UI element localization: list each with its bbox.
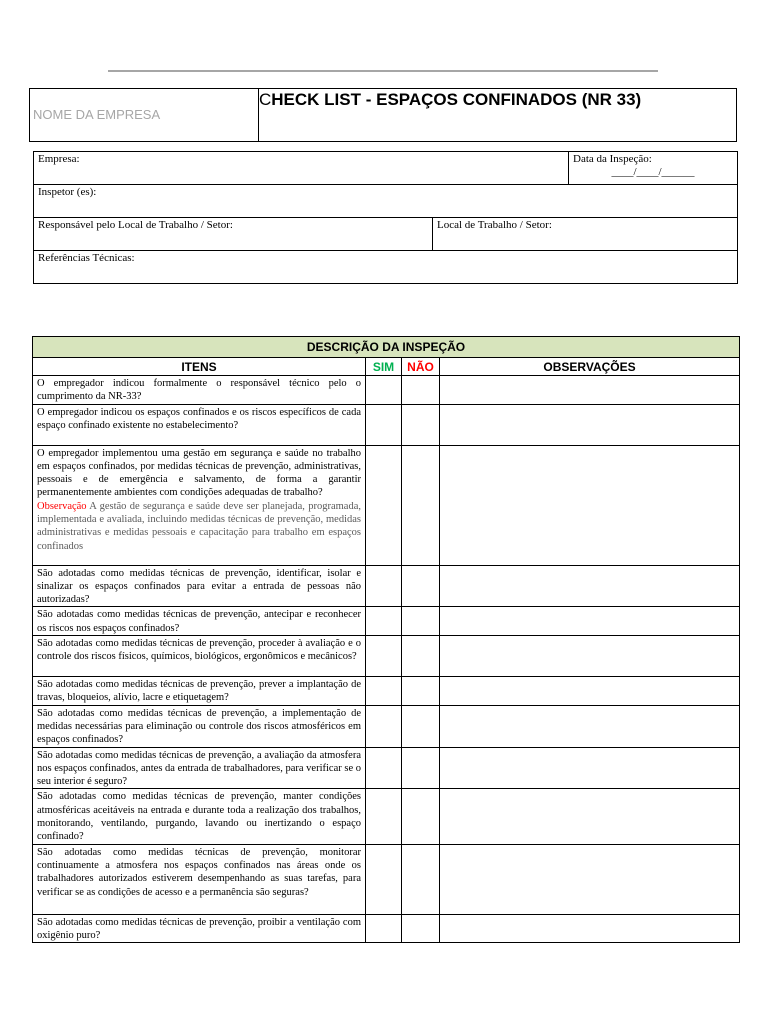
local-label: Local de Trabalho / Setor: <box>437 219 552 231</box>
inspection-checklist-table <box>32 336 740 943</box>
empresa-label: Empresa: <box>38 153 80 165</box>
table-row <box>33 844 740 914</box>
sim-checkbox[interactable] <box>366 677 402 706</box>
sim-checkbox[interactable] <box>366 914 402 943</box>
item-text: São adotadas como medidas técnicas de prevenção, a avaliação da atmosfera nos espaços confinados, antes da entrada de trabalhadores, para verificar se o seu interior é seguro? <box>33 747 366 789</box>
item-text: O empregador implementou uma gestão em segurança e saúde no trabalho em espaços confinados, por medidas técnicas de prevenção, administrativas, pessoais e de emergência e salvamento, de forma a garantir permanentemente ambientes com condições adequadas de trabalho? <box>37 447 361 499</box>
item-text: São adotadas como medidas técnicas de prevenção, a implementação de medidas necessárias para eliminação ou controle dos riscos atmosféricos em espaços confinados? <box>33 705 366 747</box>
nao-checkbox[interactable] <box>402 914 440 943</box>
item-text: São adotadas como medidas técnicas de prevenção, identificar, isolar e sinalizar os espaços confinados para evitar a entrada de pessoas não autorizadas? <box>33 565 366 607</box>
inspetor-label: Inspetor (es): <box>38 186 97 198</box>
observacao-cell[interactable] <box>440 565 740 607</box>
observacao-note: A gestão de segurança e saúde deve ser planejada, programada, implementada e avaliada, incluindo medidas técnicas de prevenção, medidas administrativas e medidas pessoais e capacitação para trabalho em espaços confinados <box>37 500 361 552</box>
nao-checkbox[interactable] <box>402 705 440 747</box>
sim-checkbox[interactable] <box>366 636 402 677</box>
title-initial: C <box>259 90 272 109</box>
table-row <box>33 705 740 747</box>
nao-checkbox[interactable] <box>402 636 440 677</box>
table-row <box>33 404 740 445</box>
observacao-cell[interactable] <box>440 844 740 914</box>
observacao-cell[interactable] <box>440 789 740 844</box>
title-rest: HECK LIST - ESPAÇOS CONFINADOS (NR 33) <box>271 90 642 109</box>
empresa-field[interactable] <box>34 152 569 185</box>
observacao-cell[interactable] <box>440 607 740 636</box>
observacao-cell[interactable] <box>440 636 740 677</box>
date-blank: ____/____/______ <box>611 166 695 178</box>
sim-checkbox[interactable] <box>366 844 402 914</box>
item-text: São adotadas como medidas técnicas de prevenção, proceder à avaliação e o controle dos riscos físicos, químicos, biológicos, ergonômicos e mecânicos? <box>33 636 366 677</box>
title-area <box>259 89 736 141</box>
col-itens: ITENS <box>33 358 366 376</box>
table-row <box>33 914 740 943</box>
referencias-label: Referências Técnicas: <box>38 252 135 264</box>
data-inspecao-label: Data da Inspeção: <box>573 153 652 165</box>
sim-checkbox[interactable] <box>366 376 402 405</box>
col-sim: SIM <box>366 358 402 376</box>
table-row <box>33 636 740 677</box>
sim-checkbox[interactable] <box>366 445 402 565</box>
nao-checkbox[interactable] <box>402 844 440 914</box>
nao-checkbox[interactable] <box>402 565 440 607</box>
observacao-cell[interactable] <box>440 376 740 405</box>
responsavel-label: Responsável pelo Local de Trabalho / Setor: <box>38 219 233 231</box>
responsavel-field[interactable] <box>34 218 433 251</box>
sim-checkbox[interactable] <box>366 565 402 607</box>
nao-checkbox[interactable] <box>402 789 440 844</box>
table-row <box>33 607 740 636</box>
observacao-label: Observação <box>37 500 87 512</box>
table-row <box>33 565 740 607</box>
nao-checkbox[interactable] <box>402 445 440 565</box>
inspetor-field[interactable] <box>34 185 738 218</box>
sim-checkbox[interactable] <box>366 789 402 844</box>
item-text: São adotadas como medidas técnicas de prevenção, proibir a ventilação com oxigênio puro? <box>33 914 366 943</box>
document-title <box>259 90 641 110</box>
nao-checkbox[interactable] <box>402 404 440 445</box>
table-row <box>33 747 740 789</box>
inspection-title: DESCRIÇÃO DA INSPEÇÃO <box>33 337 740 358</box>
col-nao: NÃO <box>402 358 440 376</box>
nao-checkbox[interactable] <box>402 747 440 789</box>
company-name-placeholder: NOME DA EMPRESA <box>33 107 161 122</box>
nao-checkbox[interactable] <box>402 376 440 405</box>
referencias-field[interactable] <box>34 251 738 284</box>
observacao-cell[interactable] <box>440 705 740 747</box>
item-text: São adotadas como medidas técnicas de prevenção, prever a implantação de travas, bloqueios, alívio, lacre e etiquetagem? <box>33 677 366 706</box>
item-text: O empregador indicou os espaços confinados e os riscos específicos de cada espaço confinado existente no estabelecimento? <box>33 404 366 445</box>
observacao-cell[interactable] <box>440 445 740 565</box>
item-text: São adotadas como medidas técnicas de prevenção, manter condições atmosféricas aceitáveis na entrada e durante toda a realização dos trabalhos, monitorando, ventilando, purgando, lavando ou inertizando o espaço confinado? <box>33 789 366 844</box>
table-row <box>33 677 740 706</box>
document-header <box>29 88 737 142</box>
observacao-cell[interactable] <box>440 404 740 445</box>
table-row <box>33 376 740 405</box>
observacao-cell[interactable] <box>440 747 740 789</box>
top-rule <box>108 70 658 72</box>
sim-checkbox[interactable] <box>366 705 402 747</box>
sim-checkbox[interactable] <box>366 747 402 789</box>
observacao-cell[interactable] <box>440 677 740 706</box>
nao-checkbox[interactable] <box>402 677 440 706</box>
item-text: O empregador indicou formalmente o responsável técnico pelo o cumprimento da NR-33? <box>33 376 366 405</box>
sim-checkbox[interactable] <box>366 607 402 636</box>
table-row <box>33 789 740 844</box>
company-logo-area <box>30 89 259 141</box>
item-text: São adotadas como medidas técnicas de prevenção, antecipar e reconhecer os riscos nos espaços confinados? <box>33 607 366 636</box>
observacao-cell[interactable] <box>440 914 740 943</box>
data-inspecao-field[interactable] <box>569 152 738 185</box>
col-observacoes: OBSERVAÇÕES <box>440 358 740 376</box>
item-text: São adotadas como medidas técnicas de prevenção, monitorar continuamente a atmosfera nos espaços confinados nas áreas onde os trabalhadores autorizados estiverem desempenhando as suas tarefas, para verificar se as condições de acesso e a permanência são seguras? <box>33 844 366 914</box>
inspection-info-table <box>33 151 738 284</box>
nao-checkbox[interactable] <box>402 607 440 636</box>
table-row <box>33 445 740 565</box>
sim-checkbox[interactable] <box>366 404 402 445</box>
local-field[interactable] <box>433 218 738 251</box>
item-text-with-observation <box>33 445 366 565</box>
